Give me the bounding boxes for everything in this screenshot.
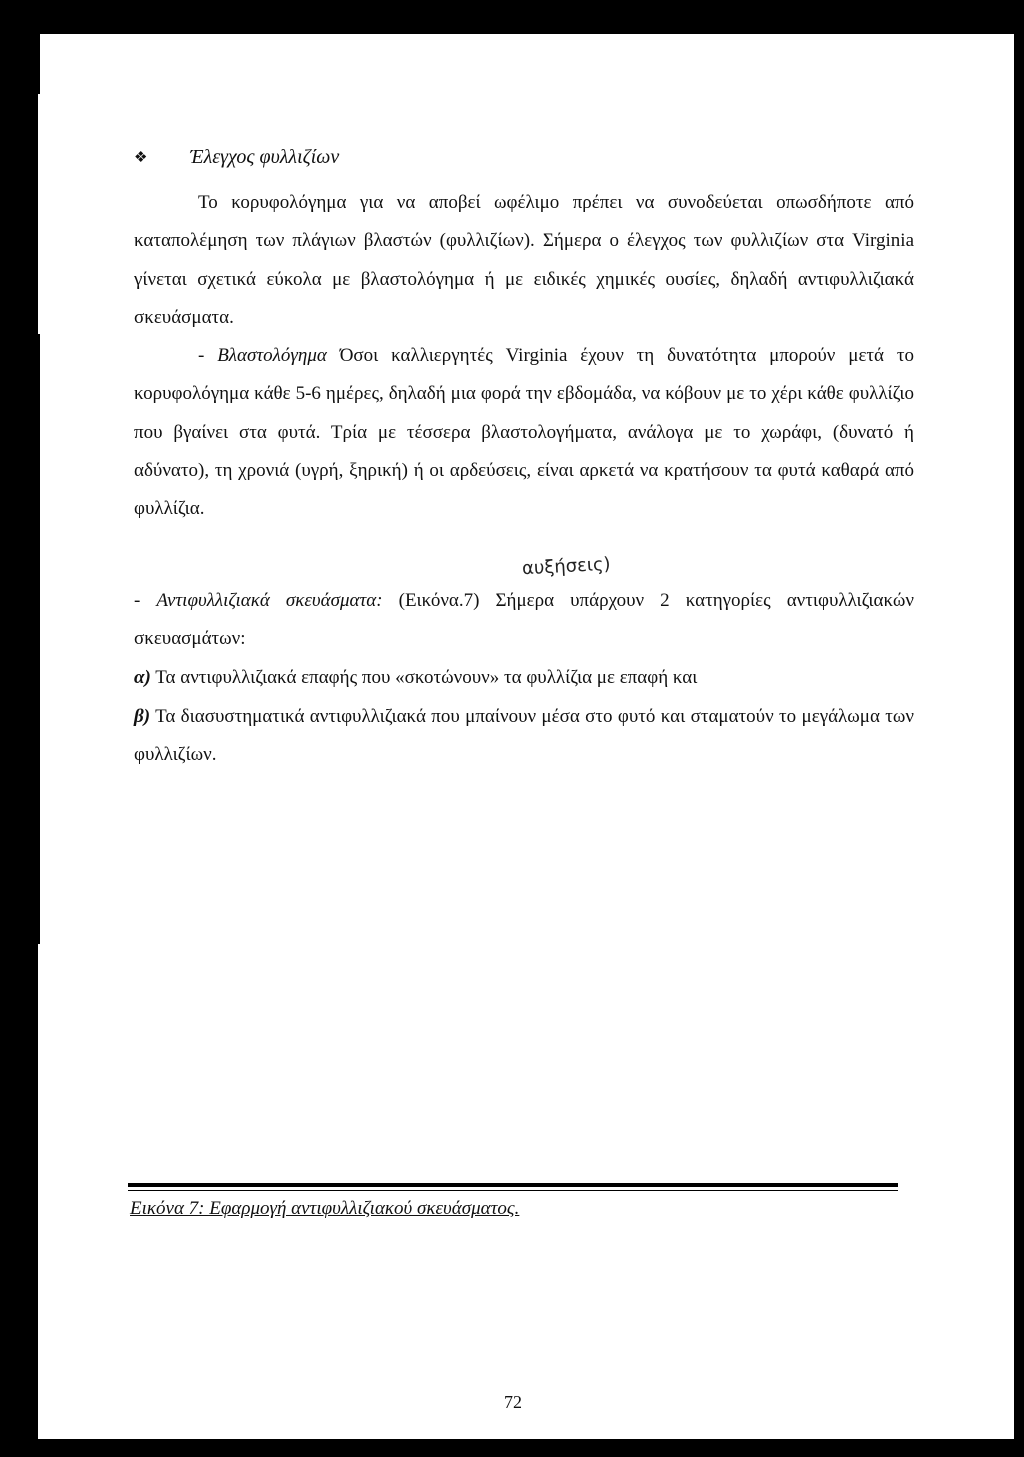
figure-rule-thin <box>128 1190 898 1191</box>
section-heading <box>134 146 339 169</box>
list-item-b <box>134 698 914 775</box>
list-text-b: Τα διασυστηματικά αντιφυλλιζιακά που μπαίνουν μέσα στο φυτό και σταματούν το μεγάλωμα των φυλλιζίων. <box>134 706 914 766</box>
document-page <box>38 34 1014 1439</box>
list-text-a: Τα αντιφυλλιζιακά επαφής που «σκοτώνουν» τα φυλλίζια με επαφή και <box>150 667 698 688</box>
diamond-bullet-icon: ❖ <box>134 150 148 166</box>
blastologima-paragraph <box>134 337 914 528</box>
antifyllizia-paragraph <box>134 582 914 659</box>
list-marker-a: α) <box>134 667 151 688</box>
figure-caption: Εικόνα 7: Εφαρμογή αντιφυλλιζιακού σκευάσματος. <box>130 1198 520 1219</box>
handwritten-note: αυξήσεις) <box>521 553 612 580</box>
section-title: Έλεγχος φυλλιζίων <box>190 146 340 168</box>
intro-text: Το κορυφολόγημα για να αποβεί ωφέλιμο πρέπει να συνοδεύεται οπωσδήποτε από καταπολέμηση των πλάγιων βλαστών (φυλλιζίων). Σήμερα ο έλεγχος των φυλλιζίων στα Virginia γίνεται σχετικά εύκολα με βλαστολόγημα ή με ειδικές χημικές ουσίες, δηλαδή αντιφυλλιζιακά σκευάσματα. <box>134 192 914 328</box>
blastologima-label: Βλαστολόγημα <box>217 345 327 366</box>
page-number: 72 <box>504 1392 522 1412</box>
figure-rule-thick <box>128 1183 898 1187</box>
antifyllizia-label: Αντιφυλλιζιακά σκευάσματα: <box>156 590 383 611</box>
margin-line-middle <box>38 334 40 944</box>
intro-paragraph <box>134 184 914 337</box>
antifyllizia-text: (Εικόνα.7) Σήμερα υπάρχουν 2 κατηγορίες αντιφυλλιζιακών σκευασμάτων: <box>134 590 914 650</box>
margin-line-top <box>38 34 40 94</box>
list-marker-b: β) <box>134 706 151 727</box>
antifyllizia-prefix: - <box>134 590 157 611</box>
blastologima-text: Όσοι καλλιεργητές Virginia έχουν τη δυνατότητα μπορούν μετά το κορυφολόγημα κάθε 5-6 ημέρες, δηλαδή μια φορά την εβδομάδα, να κόβουν με το χέρι κάθε φυλλίζιο που βγαίνει στα φυτά. Τρία με τέσσερα βλαστολογήματα, ανάλογα με το χωράφι, (δυνατό ή αδύνατο), τη χρονιά (υγρή, ξηρική) ή οι αρδεύσεις, είναι αρκετά να κρατήσουν τα φυτά καθαρά από φυλλίζια. <box>134 345 915 520</box>
list-item-a <box>134 659 914 697</box>
blastologima-prefix: - <box>198 345 218 366</box>
